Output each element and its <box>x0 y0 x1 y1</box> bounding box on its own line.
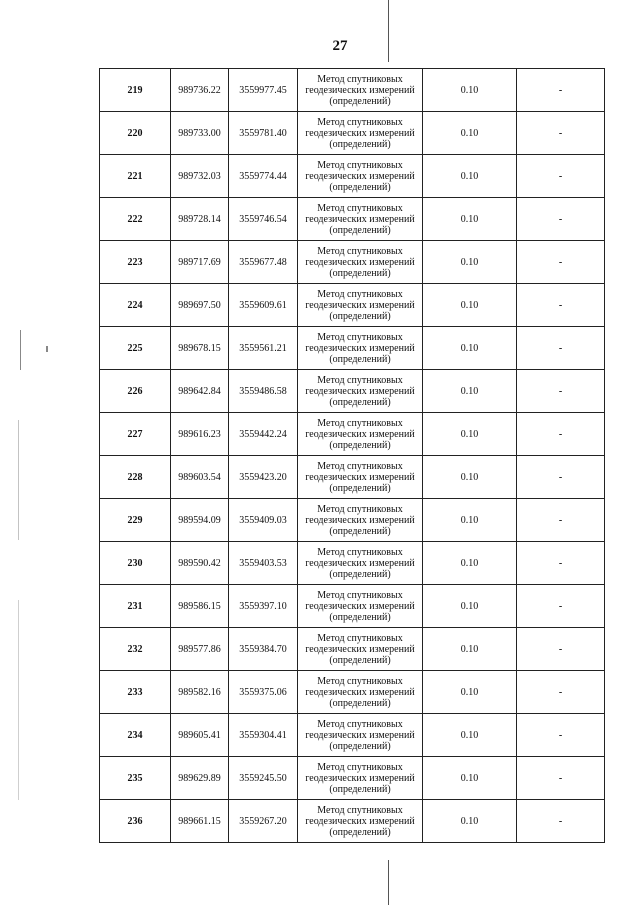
coordinate-y: 3559977.45 <box>229 69 298 112</box>
coordinate-x: 989736.22 <box>171 69 229 112</box>
method-cell <box>298 112 423 155</box>
point-number: 220 <box>100 112 171 155</box>
method-line-2: геодезических измерений <box>305 600 415 612</box>
coordinate-x: 989728.14 <box>171 198 229 241</box>
method-line-1: Метод спутниковых <box>317 331 403 343</box>
coordinate-x: 989697.50 <box>171 284 229 327</box>
point-number: 219 <box>100 69 171 112</box>
table-row <box>100 112 605 155</box>
accuracy-value: 0.10 <box>423 413 517 456</box>
coordinate-x: 989582.16 <box>171 671 229 714</box>
description-cell: - <box>517 241 605 284</box>
accuracy-value: 0.10 <box>423 327 517 370</box>
method-line-2: геодезических измерений <box>305 127 415 139</box>
method-line-1: Метод спутниковых <box>317 546 403 558</box>
coordinate-y: 3559384.70 <box>229 628 298 671</box>
table-row <box>100 628 605 671</box>
accuracy-value: 0.10 <box>423 585 517 628</box>
point-number: 228 <box>100 456 171 499</box>
coordinate-x: 989603.54 <box>171 456 229 499</box>
description-cell: - <box>517 542 605 585</box>
coordinate-y: 3559423.20 <box>229 456 298 499</box>
method-line-3: (определений) <box>329 439 391 451</box>
method-line-2: геодезических измерений <box>305 686 415 698</box>
description-cell: - <box>517 327 605 370</box>
method-cell <box>298 327 423 370</box>
method-cell <box>298 585 423 628</box>
table-row <box>100 456 605 499</box>
accuracy-value: 0.10 <box>423 800 517 843</box>
method-line-1: Метод спутниковых <box>317 718 403 730</box>
method-line-3: (определений) <box>329 826 391 838</box>
method-line-1: Метод спутниковых <box>317 804 403 816</box>
method-line-2: геодезических измерений <box>305 514 415 526</box>
method-line-1: Метод спутниковых <box>317 675 403 687</box>
method-line-2: геодезических измерений <box>305 213 415 225</box>
accuracy-value: 0.10 <box>423 155 517 198</box>
method-line-2: геодезических измерений <box>305 772 415 784</box>
point-number: 223 <box>100 241 171 284</box>
point-number: 231 <box>100 585 171 628</box>
method-line-1: Метод спутниковых <box>317 73 403 85</box>
accuracy-value: 0.10 <box>423 69 517 112</box>
method-line-2: геодезических измерений <box>305 729 415 741</box>
accuracy-value: 0.10 <box>423 542 517 585</box>
coordinate-x: 989642.84 <box>171 370 229 413</box>
accuracy-value: 0.10 <box>423 671 517 714</box>
method-line-1: Метод спутниковых <box>317 632 403 644</box>
coordinate-x: 989733.00 <box>171 112 229 155</box>
description-cell: - <box>517 413 605 456</box>
method-line-3: (определений) <box>329 697 391 709</box>
method-cell <box>298 370 423 413</box>
coordinate-y: 3559267.20 <box>229 800 298 843</box>
description-cell: - <box>517 499 605 542</box>
coordinate-y: 3559746.54 <box>229 198 298 241</box>
accuracy-value: 0.10 <box>423 628 517 671</box>
coordinate-y: 3559442.24 <box>229 413 298 456</box>
method-line-3: (определений) <box>329 138 391 150</box>
coordinate-y: 3559245.50 <box>229 757 298 800</box>
point-number: 234 <box>100 714 171 757</box>
description-cell: - <box>517 370 605 413</box>
description-cell: - <box>517 198 605 241</box>
method-cell <box>298 757 423 800</box>
table-row <box>100 155 605 198</box>
accuracy-value: 0.10 <box>423 241 517 284</box>
table-row <box>100 542 605 585</box>
description-cell: - <box>517 456 605 499</box>
method-cell <box>298 671 423 714</box>
point-number: 225 <box>100 327 171 370</box>
page-number: 27 <box>332 38 348 54</box>
scan-artifact <box>18 600 19 800</box>
method-line-1: Метод спутниковых <box>317 503 403 515</box>
point-number: 230 <box>100 542 171 585</box>
method-line-3: (определений) <box>329 482 391 494</box>
method-line-3: (определений) <box>329 181 391 193</box>
point-number: 226 <box>100 370 171 413</box>
method-cell <box>298 241 423 284</box>
method-line-2: геодезических измерений <box>305 385 415 397</box>
method-line-2: геодезических измерений <box>305 815 415 827</box>
method-line-2: геодезических измерений <box>305 170 415 182</box>
table-row <box>100 241 605 284</box>
method-cell <box>298 284 423 327</box>
accuracy-value: 0.10 <box>423 757 517 800</box>
method-cell <box>298 198 423 241</box>
table-row <box>100 714 605 757</box>
method-line-3: (определений) <box>329 783 391 795</box>
method-cell <box>298 714 423 757</box>
description-cell: - <box>517 155 605 198</box>
accuracy-value: 0.10 <box>423 456 517 499</box>
method-line-2: геодезических измерений <box>305 471 415 483</box>
coordinate-y: 3559397.10 <box>229 585 298 628</box>
method-line-1: Метод спутниковых <box>317 288 403 300</box>
table-row <box>100 327 605 370</box>
table-row <box>100 198 605 241</box>
method-line-1: Метод спутниковых <box>317 460 403 472</box>
point-number: 221 <box>100 155 171 198</box>
table-row <box>100 671 605 714</box>
method-cell <box>298 69 423 112</box>
method-line-2: геодезических измерений <box>305 299 415 311</box>
method-line-1: Метод спутниковых <box>317 417 403 429</box>
method-line-1: Метод спутниковых <box>317 202 403 214</box>
table-row <box>100 585 605 628</box>
coordinate-y: 3559304.41 <box>229 714 298 757</box>
method-line-3: (определений) <box>329 267 391 279</box>
coordinate-x: 989616.23 <box>171 413 229 456</box>
coordinate-y: 3559375.06 <box>229 671 298 714</box>
accuracy-value: 0.10 <box>423 714 517 757</box>
coordinate-x: 989586.15 <box>171 585 229 628</box>
method-line-3: (определений) <box>329 396 391 408</box>
method-line-1: Метод спутниковых <box>317 761 403 773</box>
scan-artifact <box>46 346 48 352</box>
table-row <box>100 69 605 112</box>
coordinate-x: 989661.15 <box>171 800 229 843</box>
point-number: 235 <box>100 757 171 800</box>
method-line-3: (определений) <box>329 525 391 537</box>
description-cell: - <box>517 69 605 112</box>
description-cell: - <box>517 757 605 800</box>
coordinate-y: 3559409.03 <box>229 499 298 542</box>
coordinate-x: 989590.42 <box>171 542 229 585</box>
table-row <box>100 284 605 327</box>
description-cell: - <box>517 284 605 327</box>
method-line-1: Метод спутниковых <box>317 159 403 171</box>
description-cell: - <box>517 112 605 155</box>
description-cell: - <box>517 585 605 628</box>
table-row <box>100 370 605 413</box>
scan-artifact <box>18 420 19 540</box>
method-line-3: (определений) <box>329 654 391 666</box>
method-line-1: Метод спутниковых <box>317 116 403 128</box>
method-cell <box>298 499 423 542</box>
point-number: 236 <box>100 800 171 843</box>
point-number: 233 <box>100 671 171 714</box>
point-number: 222 <box>100 198 171 241</box>
point-number: 229 <box>100 499 171 542</box>
description-cell: - <box>517 714 605 757</box>
binding-line-bottom <box>388 860 389 905</box>
coordinate-x: 989732.03 <box>171 155 229 198</box>
coordinate-y: 3559486.58 <box>229 370 298 413</box>
method-line-3: (определений) <box>329 353 391 365</box>
coordinate-x: 989717.69 <box>171 241 229 284</box>
point-number: 227 <box>100 413 171 456</box>
coordinate-y: 3559781.40 <box>229 112 298 155</box>
method-cell <box>298 542 423 585</box>
coordinate-y: 3559561.21 <box>229 327 298 370</box>
method-line-2: геодезических измерений <box>305 256 415 268</box>
accuracy-value: 0.10 <box>423 112 517 155</box>
method-line-2: геодезических измерений <box>305 428 415 440</box>
method-line-1: Метод спутниковых <box>317 589 403 601</box>
method-line-3: (определений) <box>329 95 391 107</box>
method-line-1: Метод спутниковых <box>317 245 403 257</box>
point-number: 224 <box>100 284 171 327</box>
description-cell: - <box>517 628 605 671</box>
coordinate-y: 3559403.53 <box>229 542 298 585</box>
method-cell <box>298 155 423 198</box>
accuracy-value: 0.10 <box>423 499 517 542</box>
coordinate-x: 989594.09 <box>171 499 229 542</box>
table-row <box>100 757 605 800</box>
method-line-3: (определений) <box>329 310 391 322</box>
method-line-3: (определений) <box>329 740 391 752</box>
coordinate-y: 3559609.61 <box>229 284 298 327</box>
method-cell <box>298 456 423 499</box>
accuracy-value: 0.10 <box>423 370 517 413</box>
method-line-3: (определений) <box>329 224 391 236</box>
accuracy-value: 0.10 <box>423 198 517 241</box>
coordinate-x: 989605.41 <box>171 714 229 757</box>
table-row <box>100 800 605 843</box>
accuracy-value: 0.10 <box>423 284 517 327</box>
coordinate-x: 989577.86 <box>171 628 229 671</box>
scan-artifact <box>20 330 21 370</box>
method-line-2: геодезических измерений <box>305 643 415 655</box>
method-line-2: геодезических измерений <box>305 84 415 96</box>
description-cell: - <box>517 671 605 714</box>
coordinate-x: 989678.15 <box>171 327 229 370</box>
method-cell <box>298 800 423 843</box>
method-line-3: (определений) <box>329 568 391 580</box>
coordinate-y: 3559677.48 <box>229 241 298 284</box>
description-cell: - <box>517 800 605 843</box>
coordinate-y: 3559774.44 <box>229 155 298 198</box>
point-number: 232 <box>100 628 171 671</box>
method-cell <box>298 628 423 671</box>
coordinates-table <box>99 68 605 843</box>
method-line-2: геодезических измерений <box>305 342 415 354</box>
table-row <box>100 413 605 456</box>
method-line-3: (определений) <box>329 611 391 623</box>
table-row <box>100 499 605 542</box>
method-line-1: Метод спутниковых <box>317 374 403 386</box>
method-cell <box>298 413 423 456</box>
method-line-2: геодезических измерений <box>305 557 415 569</box>
coordinate-x: 989629.89 <box>171 757 229 800</box>
